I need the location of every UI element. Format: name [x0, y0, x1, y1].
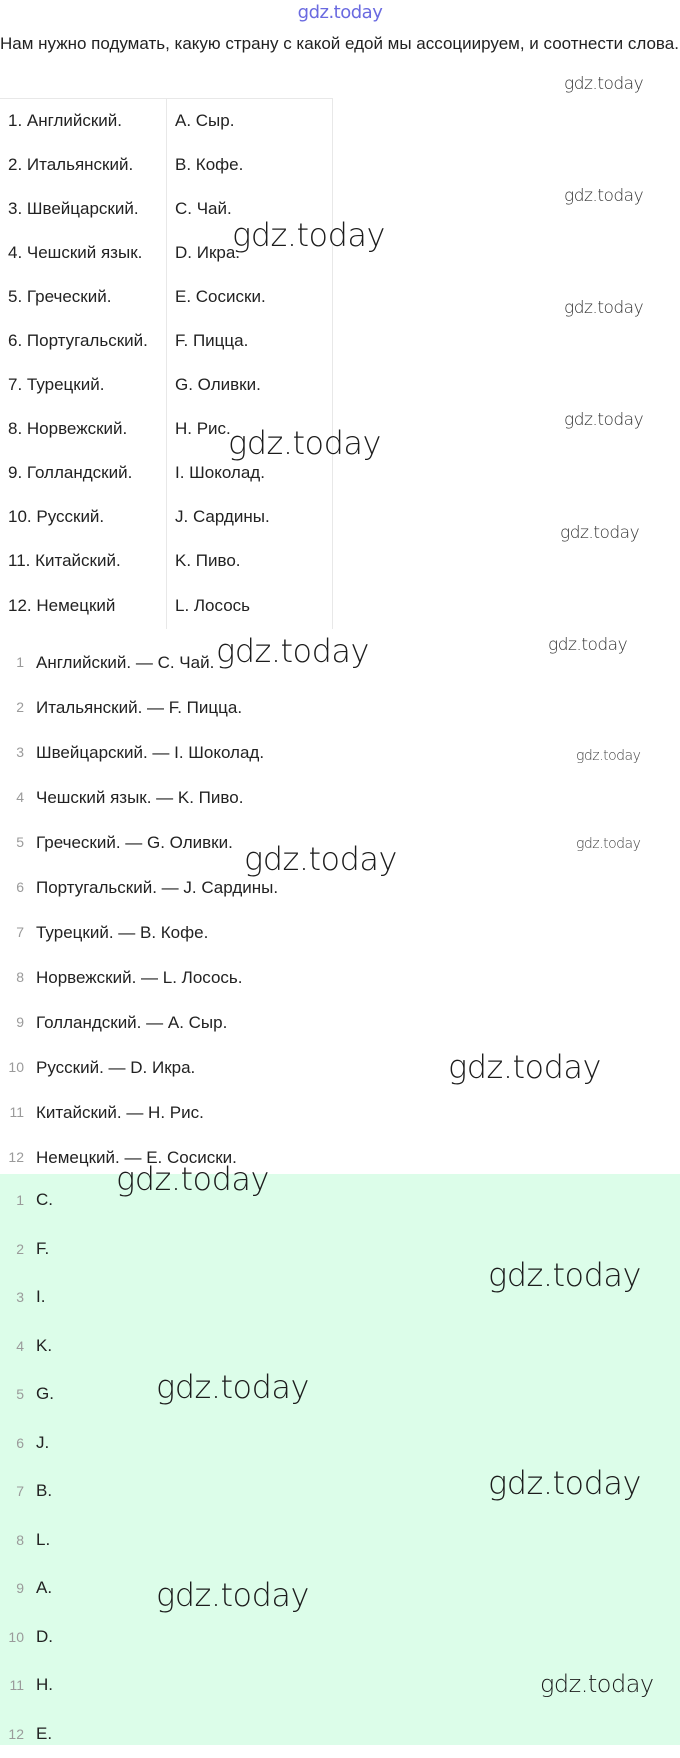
- letter-item: [0, 1710, 680, 1758]
- letter-item: [0, 1370, 680, 1419]
- table-row: [0, 319, 333, 363]
- watermark: gdz.today: [564, 74, 643, 94]
- letter-item: [0, 1613, 680, 1662]
- table-row: [0, 583, 333, 629]
- country-cell: 8. Норвежский.: [0, 407, 167, 451]
- food-cell: E. Сосиски.: [167, 275, 333, 319]
- country-cell: 2. Итальянский.: [0, 143, 167, 187]
- table-row: [0, 451, 333, 495]
- item-number: 5: [0, 820, 24, 865]
- item-text: Русский. — D. Икра.: [36, 1045, 195, 1090]
- item-text: I.: [36, 1273, 45, 1322]
- item-text: C.: [36, 1176, 53, 1225]
- item-text: Голландский. — A. Сыр.: [36, 1000, 227, 1045]
- item-text: K.: [36, 1322, 52, 1371]
- item-text: J.: [36, 1419, 49, 1468]
- letter-item: [0, 1322, 680, 1371]
- food-cell: B. Кофе.: [167, 143, 333, 187]
- food-cell: F. Пицца.: [167, 319, 333, 363]
- watermark: gdz.today: [228, 424, 381, 462]
- table-row: [0, 187, 333, 231]
- table-row: [0, 231, 333, 275]
- item-text: Норвежский. — L. Лосось.: [36, 955, 243, 1000]
- item-text: Турецкий. — B. Кофе.: [36, 910, 208, 955]
- watermark: gdz.today: [216, 632, 369, 670]
- item-text: Швейцарский. — I. Шоколад.: [36, 730, 264, 775]
- answer-item: [0, 865, 680, 910]
- watermark: gdz.today: [576, 748, 640, 764]
- answer-item: [0, 1000, 680, 1045]
- country-cell: 3. Швейцарский.: [0, 187, 167, 231]
- country-cell: 12. Немецкий: [0, 583, 167, 629]
- food-cell: H. Рис.: [167, 407, 333, 451]
- letter-item: [0, 1419, 680, 1468]
- watermark: gdz.today: [540, 1670, 654, 1698]
- site-logo[interactable]: gdz.today: [298, 2, 383, 23]
- item-number: 3: [0, 1273, 24, 1322]
- food-cell: C. Чай.: [167, 187, 333, 231]
- letter-item: [0, 1467, 680, 1516]
- watermark: gdz.today: [548, 635, 627, 655]
- table-row: [0, 363, 333, 407]
- item-number: 2: [0, 685, 24, 730]
- table-row: [0, 539, 333, 583]
- answer-list: [0, 640, 680, 1180]
- watermark: gdz.today: [560, 523, 639, 543]
- food-cell: L. Лосось: [167, 583, 333, 629]
- watermark: gdz.today: [156, 1368, 309, 1406]
- item-text: D.: [36, 1613, 53, 1662]
- watermark: gdz.today: [564, 298, 643, 318]
- item-text: Немецкий. — E. Сосиски.: [36, 1135, 237, 1180]
- item-number: 10: [0, 1045, 24, 1090]
- watermark: gdz.today: [116, 1160, 269, 1198]
- country-cell: 5. Греческий.: [0, 275, 167, 319]
- country-cell: 4. Чешский язык.: [0, 231, 167, 275]
- item-text: Португальский. — J. Сардины.: [36, 865, 278, 910]
- table-row: [0, 99, 333, 144]
- item-text: L.: [36, 1516, 50, 1565]
- answer-item: [0, 685, 680, 730]
- table-row: [0, 143, 333, 187]
- matching-table-body: [0, 99, 333, 630]
- item-number: 4: [0, 1322, 24, 1371]
- item-number: 3: [0, 730, 24, 775]
- item-text: A.: [36, 1564, 52, 1613]
- watermark: gdz.today: [564, 410, 643, 430]
- watermark: gdz.today: [576, 836, 640, 852]
- watermark: gdz.today: [564, 186, 643, 206]
- letter-item: [0, 1564, 680, 1613]
- item-text: Греческий. — G. Оливки.: [36, 820, 233, 865]
- letter-item: [0, 1273, 680, 1322]
- food-cell: A. Сыр.: [167, 99, 333, 144]
- item-number: 11: [0, 1090, 24, 1135]
- item-text: Итальянский. — F. Пицца.: [36, 685, 242, 730]
- item-number: 8: [0, 1516, 24, 1565]
- answer-item: [0, 640, 680, 685]
- table-row: [0, 495, 333, 539]
- food-cell: G. Оливки.: [167, 363, 333, 407]
- table-row: [0, 275, 333, 319]
- letter-answer-list: [0, 1174, 680, 1758]
- table-row: [0, 407, 333, 451]
- matching-table: [0, 98, 333, 629]
- food-cell: J. Сардины.: [167, 495, 333, 539]
- item-number: 6: [0, 1419, 24, 1468]
- answer-key-panel: [0, 1174, 680, 1745]
- item-number: 7: [0, 1467, 24, 1516]
- answer-item: [0, 775, 680, 820]
- country-cell: 1. Английский.: [0, 99, 167, 144]
- item-number: 9: [0, 1564, 24, 1613]
- answer-item: [0, 910, 680, 955]
- item-text: H.: [36, 1661, 53, 1710]
- item-text: Английский. — C. Чай.: [36, 640, 214, 685]
- item-text: G.: [36, 1370, 54, 1419]
- item-text: E.: [36, 1710, 52, 1758]
- item-text: Китайский. — H. Рис.: [36, 1090, 204, 1135]
- item-number: 11: [0, 1661, 24, 1710]
- item-number: 4: [0, 775, 24, 820]
- item-number: 7: [0, 910, 24, 955]
- letter-item: [0, 1176, 680, 1225]
- item-text: Чешский язык. — K. Пиво.: [36, 775, 243, 820]
- watermark: gdz.today: [488, 1256, 641, 1294]
- watermark: gdz.today: [232, 216, 385, 254]
- answer-item: [0, 1045, 680, 1090]
- answer-item: [0, 730, 680, 775]
- food-cell: D. Икра.: [167, 231, 333, 275]
- country-cell: 9. Голландский.: [0, 451, 167, 495]
- answer-item: [0, 820, 680, 865]
- item-number: 8: [0, 955, 24, 1000]
- country-cell: 6. Португальский.: [0, 319, 167, 363]
- item-number: 12: [0, 1710, 24, 1758]
- item-number: 10: [0, 1613, 24, 1662]
- item-number: 9: [0, 1000, 24, 1045]
- item-number: 12: [0, 1135, 24, 1180]
- task-intro: Нам нужно подумать, какую страну с какой едой мы ассоциируем, и соотнести слова.: [0, 22, 680, 66]
- letter-item: [0, 1225, 680, 1274]
- country-cell: 10. Русский.: [0, 495, 167, 539]
- answer-item: [0, 955, 680, 1000]
- letter-item: [0, 1661, 680, 1710]
- watermark: gdz.today: [448, 1048, 601, 1086]
- watermark: gdz.today: [156, 1576, 309, 1614]
- watermark: gdz.today: [244, 840, 397, 878]
- watermark: gdz.today: [488, 1464, 641, 1502]
- country-cell: 11. Китайский.: [0, 539, 167, 583]
- item-number: 1: [0, 1176, 24, 1225]
- answer-item: [0, 1090, 680, 1135]
- item-text: B.: [36, 1467, 52, 1516]
- item-text: F.: [36, 1225, 49, 1274]
- food-cell: K. Пиво.: [167, 539, 333, 583]
- item-number: 6: [0, 865, 24, 910]
- food-cell: I. Шоколад.: [167, 451, 333, 495]
- letter-item: [0, 1516, 680, 1565]
- item-number: 5: [0, 1370, 24, 1419]
- country-cell: 7. Турецкий.: [0, 363, 167, 407]
- item-number: 1: [0, 640, 24, 685]
- item-number: 2: [0, 1225, 24, 1274]
